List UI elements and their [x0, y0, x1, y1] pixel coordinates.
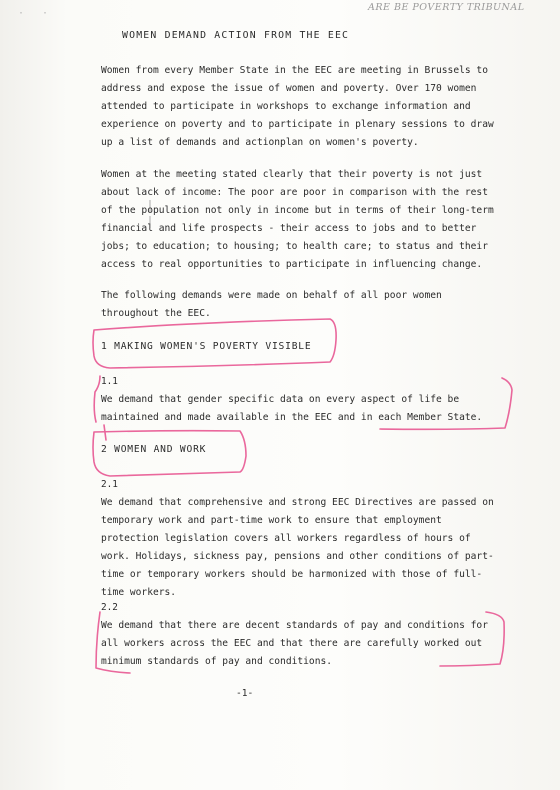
intro-paragraph-3: The following demands were made on behalf of all poor women throughout the EEC.: [101, 290, 442, 319]
item-number-2-2: 2.2: [101, 602, 118, 613]
section-heading-1: 1 MAKING WOMEN'S POVERTY VISIBLE: [101, 341, 312, 352]
intro-paragraph-1: Women from every Member State in the EEC are meeting in Brussels to address and expose the issue of women and poverty. Over 170 women attended to participate in workshops to exchange information and experience on poverty and to participate in plenary sessions to draw up a list of demands and actionplan on women's poverty.: [101, 65, 494, 148]
item-number-2-1: 2.1: [101, 479, 118, 490]
heading-2-tick-mark: [104, 425, 106, 440]
item-text-1-1: We demand that gender specific data on every aspect of life be maintained and made available in the EEC and in each Member State.: [101, 394, 483, 423]
page-number: -1-: [236, 688, 254, 699]
item-text-2-2: We demand that there are decent standards of pay and conditions for all workers across the EEC and that there are carefully worked out minimum standards of pay and conditions.: [101, 620, 488, 667]
section-heading-2: 2 WOMEN AND WORK: [101, 444, 207, 455]
item-number-1-1: 1.1: [101, 376, 118, 387]
margin-specks: · ·: [18, 8, 55, 19]
document-title: WOMEN DEMAND ACTION FROM THE EEC: [122, 30, 350, 41]
item-text-2-1: We demand that comprehensive and strong EEC Directives are passed on temporary work and part-time work to ensure that employment protection legislation covers all workers regardless of hours of work. Holidays, sickness pay, pensions and other conditions of part-time or temporary workers should be harmonized with those of full-time workers.: [101, 497, 494, 598]
handwritten-annotation: ARE BE POVERTY TRIBUNAL: [368, 2, 525, 13]
intro-paragraph-2: Women at the meeting stated clearly that their poverty is not just about lack of income: The poor are poor in comparison with the rest of the population not only in income but in terms of their long-term financial and life prospects - their access to jobs and to better jobs; to education; to housing; to health care; to status and their access to real opportunities to participate in influencing change.: [101, 169, 494, 270]
item-1-1-bracket-mark: [94, 376, 100, 422]
